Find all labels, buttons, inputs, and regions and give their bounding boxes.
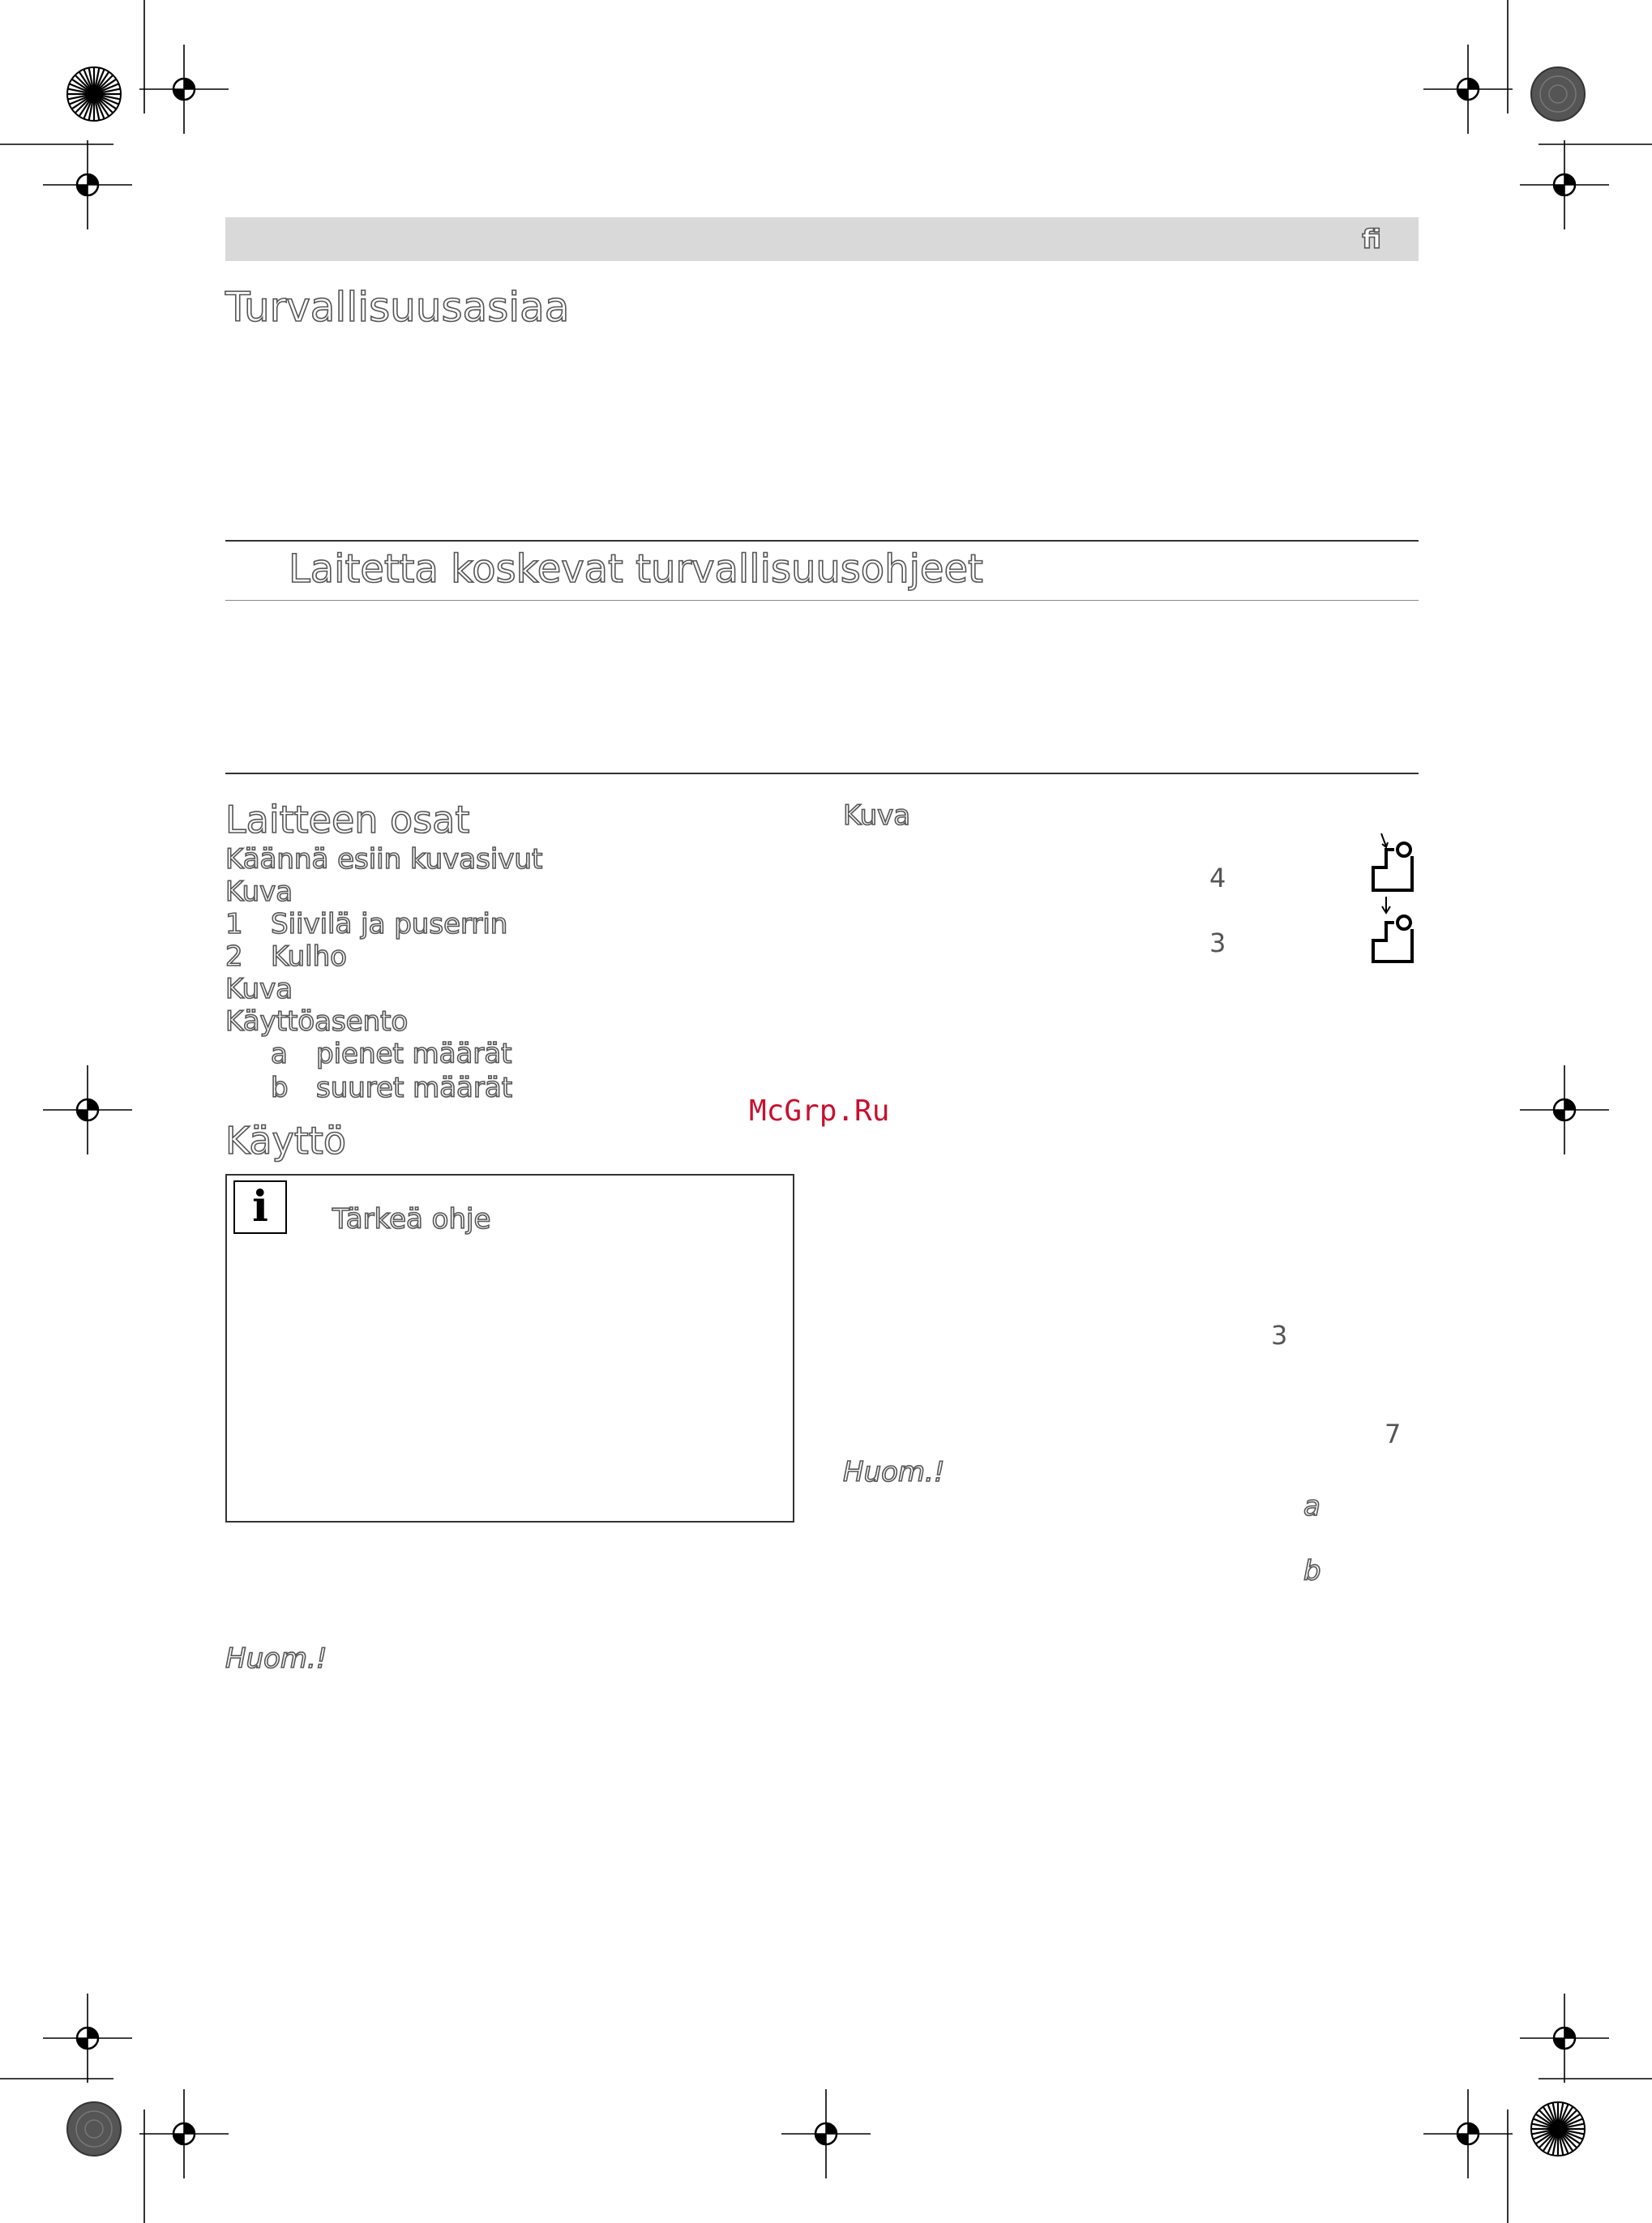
info-box-title: Tärkeä ohje (332, 1203, 491, 1236)
part-2-label: Kulho (271, 940, 347, 973)
divider-lower (225, 773, 1419, 774)
position-b-label: suuret määrät (316, 1072, 513, 1104)
left-note: Huom.! (225, 1643, 327, 1675)
parts-subtitle: Käännä esiin kuvasivut (225, 843, 543, 876)
info-icon (233, 1180, 287, 1234)
position-b-letter: b (271, 1072, 289, 1104)
device-safety-title: Laitetta koskevat turvallisuusohjeet (289, 546, 983, 592)
parts-title: Laitteen osat (225, 798, 470, 842)
part-1-label: Siivilä ja puserrin (271, 908, 508, 940)
part-1-num: 1 (225, 908, 243, 940)
position-a-letter: a (271, 1038, 288, 1070)
right-letter-a: a (1303, 1490, 1320, 1523)
right-letter-b: b (1303, 1555, 1321, 1587)
watermark: McGrp.Ru (749, 1094, 890, 1128)
position-large-icon (1370, 895, 1420, 965)
positions-title: Käyttöasento (225, 1005, 409, 1038)
right-note: Huom.! (843, 1456, 945, 1488)
figure-label-2: Kuva (225, 973, 293, 1005)
header-bar (225, 217, 1419, 261)
right-figure-label: Kuva (843, 799, 911, 832)
part-2-num: 2 (225, 940, 243, 973)
position-a-label: pienet määrät (316, 1038, 512, 1070)
info-icon-glyph: i (252, 1182, 268, 1231)
safety-title: Turvallisuusasiaa (225, 284, 570, 331)
right-num-3-top: 3 (1209, 927, 1226, 958)
right-num-7: 7 (1385, 1419, 1402, 1450)
right-num-3-mid: 3 (1271, 1320, 1288, 1351)
right-num-4: 4 (1209, 863, 1226, 893)
language-code: fi (1362, 224, 1381, 255)
figure-label-1: Kuva (225, 876, 293, 908)
info-box (225, 1174, 794, 1523)
position-small-icon (1370, 832, 1420, 893)
divider-top (225, 540, 1419, 542)
divider-mid (225, 600, 1419, 601)
usage-title: Käyttö (225, 1119, 346, 1163)
